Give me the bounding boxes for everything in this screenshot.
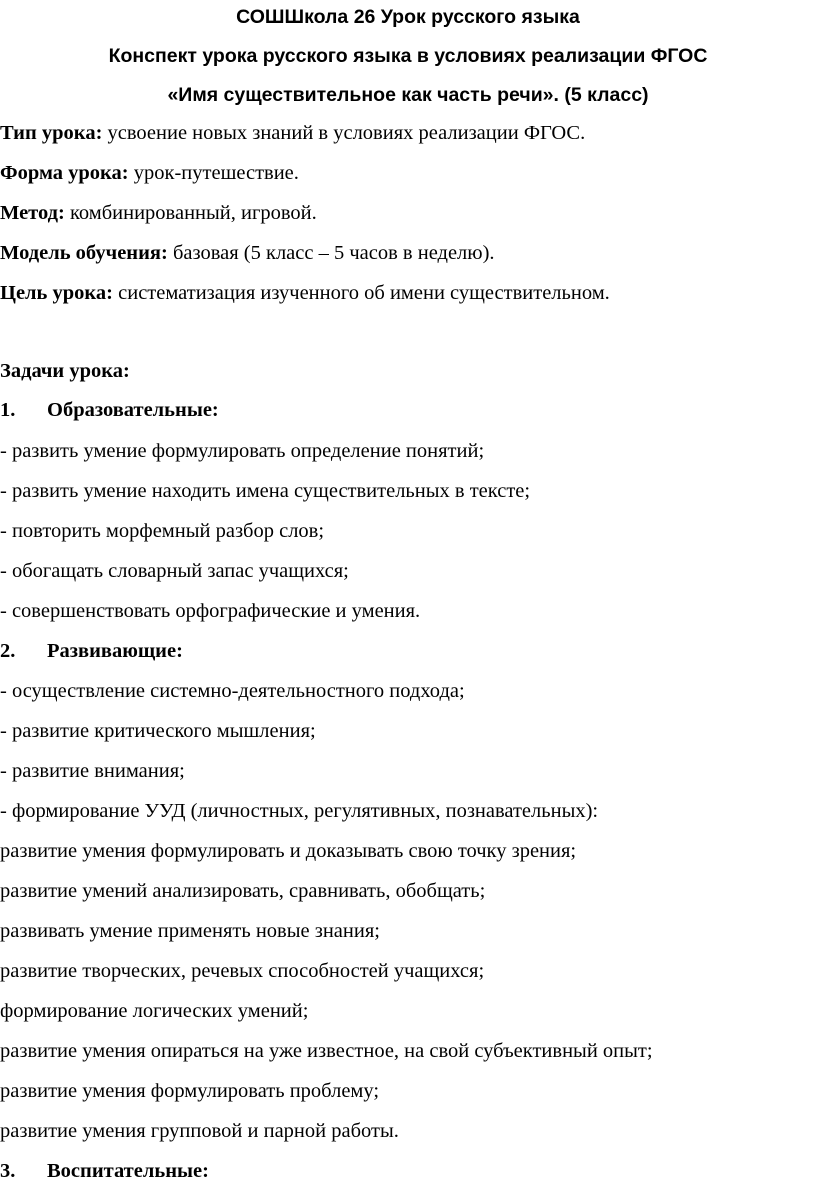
section-title: Воспитательные: xyxy=(47,1160,209,1182)
lesson-plan-title: Конспект урока русского языка в условиях реализации ФГОС xyxy=(108,45,708,67)
list-item: - повторить морфемный разбор слов; xyxy=(0,520,325,542)
list-item: - развить умение формулировать определение понятий; xyxy=(0,440,485,462)
field-lesson-type xyxy=(0,120,816,146)
field-lesson-form xyxy=(0,160,816,186)
list-item: развитие творческих, речевых способностей учащихся; xyxy=(0,960,485,982)
list-item: развитие умения опираться на уже известное, на свой субъективный опыт; xyxy=(0,1040,653,1062)
field-value: комбинированный, игровой. xyxy=(64,202,317,224)
list-item: - совершенствовать орфографические и умения. xyxy=(0,600,421,622)
field-label: Форма урока: xyxy=(0,162,129,184)
section-number: 3. xyxy=(0,1160,16,1182)
tasks-heading: Задачи урока: xyxy=(0,360,130,382)
lesson-topic: «Имя существительное как часть речи». (5 класс) xyxy=(167,84,649,106)
list-item: - формирование УУД (личностных, регулятивных, познавательных): xyxy=(0,800,599,822)
field-value: систематизация изученного об имени существительном. xyxy=(113,282,610,304)
section-title: Развивающие: xyxy=(47,640,183,662)
field-label: Тип урока: xyxy=(0,122,103,144)
section-number: 1. xyxy=(0,399,16,421)
list-item: развитие умения формулировать проблему; xyxy=(0,1080,380,1102)
list-item: - осуществление системно-деятельностного подхода; xyxy=(0,680,465,702)
list-item: - развитие критического мышления; xyxy=(0,720,316,742)
section-title: Образовательные: xyxy=(47,399,219,421)
section-number: 2. xyxy=(0,640,16,662)
list-item: - развитие внимания; xyxy=(0,760,185,782)
field-learning-model xyxy=(0,240,816,266)
section-heading xyxy=(0,638,816,664)
field-lesson-goal xyxy=(0,280,816,306)
field-value: усвоение новых знаний в условиях реализации ФГОС. xyxy=(102,122,586,144)
field-label: Модель обучения: xyxy=(0,242,168,264)
list-item: развитие умения формулировать и доказывать свою точку зрения; xyxy=(0,840,577,862)
list-item: - обогащать словарный запас учащихся; xyxy=(0,560,349,582)
list-item: развивать умение применять новые знания; xyxy=(0,920,380,942)
field-value: базовая (5 класс – 5 часов в неделю). xyxy=(167,242,495,264)
field-label: Цель урока: xyxy=(0,282,113,304)
list-item: - развить умение находить имена существительных в тексте; xyxy=(0,480,531,502)
list-item: развитие умения групповой и парной работы. xyxy=(0,1120,399,1142)
field-label: Метод: xyxy=(0,202,65,224)
list-item: развитие умений анализировать, сравнивать, обобщать; xyxy=(0,880,486,902)
field-value: урок-путешествие. xyxy=(128,162,299,184)
field-method xyxy=(0,200,816,226)
list-item: формирование логических умений; xyxy=(0,1000,309,1022)
section-heading xyxy=(0,397,816,423)
section-heading xyxy=(0,1158,816,1184)
school-title: СОШШкола 26 Урок русского языка xyxy=(236,6,580,28)
